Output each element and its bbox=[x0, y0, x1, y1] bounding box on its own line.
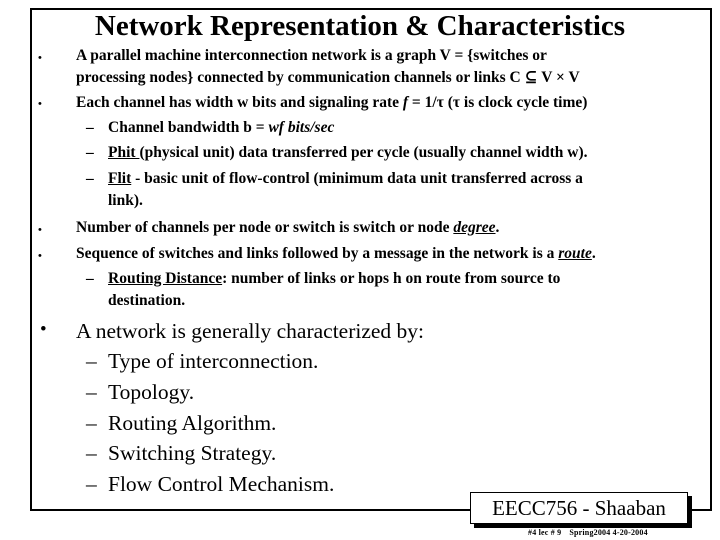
sub-dash: – bbox=[86, 119, 94, 136]
main-bullet-marker: • bbox=[40, 319, 47, 340]
slide-title: Network Representation & Characteristics bbox=[94, 10, 626, 42]
term-flit: Flit bbox=[108, 170, 132, 187]
main-heading: A network is generally characterized by: bbox=[76, 319, 425, 343]
sub-1-unit: bits/sec bbox=[287, 119, 335, 136]
bullet-2-line bbox=[76, 93, 587, 113]
main-dash: – bbox=[86, 441, 97, 465]
bullet-1-line-2 bbox=[76, 68, 580, 88]
bullet-2-tail: is clock cycle time) bbox=[460, 94, 588, 111]
bullet-4-period: . bbox=[591, 245, 596, 262]
bullet-3-line bbox=[76, 218, 499, 238]
times-symbol: × bbox=[556, 69, 565, 86]
sub-dash: – bbox=[86, 170, 94, 187]
main-dash: – bbox=[86, 380, 97, 404]
term-phit: Phit bbox=[108, 144, 140, 161]
sub-1-line bbox=[108, 118, 334, 138]
bullet-2-paren: ( bbox=[443, 94, 453, 111]
main-item: Switching Strategy. bbox=[108, 441, 277, 465]
sub-4-line-2: destination. bbox=[108, 292, 186, 309]
term-routing-distance: Routing Distance bbox=[108, 270, 223, 287]
bullet-2-text: Each channel has width w bits and signaling rate bbox=[76, 94, 403, 111]
symbol-f: f bbox=[402, 94, 409, 111]
subset-symbol: ⊆ bbox=[524, 69, 538, 86]
main-item: Topology. bbox=[108, 380, 195, 404]
symbol-tau: τ bbox=[452, 94, 461, 111]
bullet-1-text: processing nodes} connected by communication channels or links C bbox=[76, 69, 525, 86]
bullet-marker: • bbox=[38, 98, 42, 110]
sub-3-text: - basic unit of flow-control (minimum data unit transferred across a bbox=[131, 170, 583, 187]
bullet-2-eq: = 1/ bbox=[408, 94, 437, 111]
sub-2-line bbox=[108, 143, 588, 163]
bullet-marker: • bbox=[38, 224, 42, 236]
bullet-4-line bbox=[76, 244, 596, 264]
sub-dash: – bbox=[86, 270, 94, 287]
main-dash: – bbox=[86, 349, 97, 373]
bullet-1-text-v: V bbox=[537, 69, 557, 86]
bullet-1-text-v2: V bbox=[564, 69, 580, 86]
sub-1-text: Channel bandwidth b = bbox=[108, 119, 269, 136]
term-degree: degree bbox=[453, 219, 496, 236]
term-route: route bbox=[558, 245, 592, 262]
course-badge: EECC756 - Shaaban bbox=[470, 492, 688, 524]
slide-footer bbox=[528, 528, 656, 537]
main-item: Type of interconnection. bbox=[108, 349, 319, 373]
bullet-4-text: Sequence of switches and links followed by a message in the network is a bbox=[76, 245, 559, 262]
symbol-wf: wf bbox=[268, 119, 284, 136]
sub-2-text: (physical unit) data transferred per cycle (usually channel width w). bbox=[139, 144, 588, 161]
bullet-3-text: Number of channels per node or switch is switch or node bbox=[76, 219, 454, 236]
footer-lecture: #4 lec # 9 bbox=[528, 528, 562, 537]
footer-date: Spring2004 4-20-2004 bbox=[569, 528, 648, 537]
main-item: Routing Algorithm. bbox=[108, 411, 277, 435]
sub-4-line bbox=[108, 269, 560, 289]
bullet-3-period: . bbox=[495, 219, 500, 236]
sub-4-text: : number of links or hops h on route from source to bbox=[222, 270, 561, 287]
bullet-1-line-1: A parallel machine interconnection network is a graph V = {switches or bbox=[76, 47, 547, 64]
bullet-marker: • bbox=[38, 52, 42, 64]
sub-3-line-2: link). bbox=[108, 192, 143, 209]
bullet-marker: • bbox=[38, 250, 42, 262]
symbol-tau: τ bbox=[436, 94, 444, 111]
main-dash: – bbox=[86, 411, 97, 435]
main-dash: – bbox=[86, 472, 97, 496]
sub-dash: – bbox=[86, 144, 94, 161]
sub-3-line bbox=[108, 169, 583, 189]
main-item: Flow Control Mechanism. bbox=[108, 472, 335, 496]
